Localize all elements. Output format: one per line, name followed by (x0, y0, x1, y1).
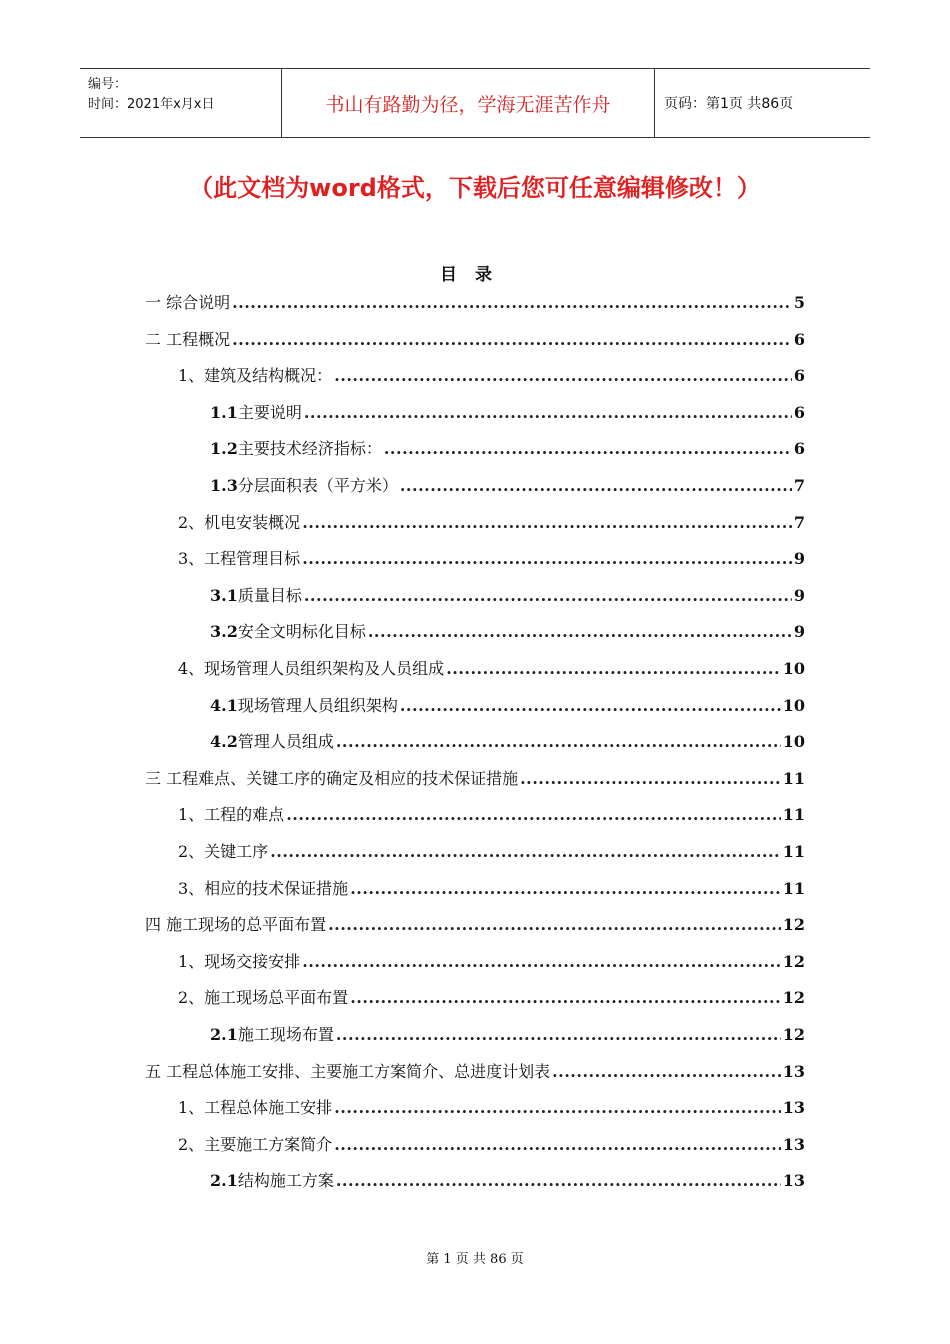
toc-entry-label (210, 693, 398, 716)
toc-entry[interactable] (210, 583, 805, 613)
toc-leader-dots (302, 952, 781, 971)
doc-number-label: 编号： (88, 77, 128, 92)
toc-leader-dots (304, 586, 792, 605)
toc-entry[interactable] (178, 949, 805, 979)
toc-leader-dots (400, 696, 781, 715)
toc-page-number: 13 (782, 1061, 805, 1081)
toc-entry-label: 2、机电安装概况 (178, 512, 301, 532)
toc-page-number: 13 (782, 1134, 805, 1154)
toc-entry[interactable] (210, 693, 805, 723)
header-meta-cell (80, 69, 282, 137)
toc-leader-dots (328, 915, 781, 934)
toc-entry-label (210, 729, 334, 752)
toc-entry-label: 三 工程难点、关键工序的确定及相应的技术保证措施 (145, 768, 519, 788)
toc-entry[interactable] (145, 290, 805, 320)
page-footer: 第 1 页 共 86 页 (426, 1252, 524, 1267)
toc-leader-dots (334, 366, 792, 385)
toc-entry-number: 1.1 (210, 402, 238, 422)
toc-page-number: 5 (793, 293, 805, 312)
toc-page-number: 9 (793, 622, 805, 642)
toc-entry-label: 四 施工现场的总平面布置 (145, 915, 327, 935)
toc-entry-text: 主要技术经济指标： (237, 439, 382, 459)
toc-entry[interactable] (178, 839, 805, 869)
toc-page-number: 7 (793, 476, 805, 495)
toc-entry[interactable] (210, 473, 805, 503)
toc-leader-dots (302, 549, 792, 568)
toc-page-number: 11 (782, 878, 805, 898)
toc-page-number: 12 (782, 915, 805, 935)
toc-leader-dots (336, 732, 781, 751)
toc-entry[interactable] (145, 912, 805, 942)
toc-page-number: 9 (793, 585, 805, 605)
toc-leader-dots (270, 842, 781, 861)
toc-entry[interactable] (210, 400, 805, 430)
toc-entry[interactable] (145, 766, 805, 796)
toc-entry-label: 3、工程管理目标 (178, 549, 301, 569)
toc-entry-text: 分层面积表（平方米） (237, 476, 398, 495)
toc-page-number: 6 (793, 366, 805, 386)
toc-entry-text: 主要说明 (237, 402, 302, 422)
toc-entry[interactable] (178, 656, 805, 686)
toc-entry-label (210, 1022, 334, 1045)
toc-entry-label: 一 综合说明 (145, 293, 231, 312)
toc-entry-label: 2、主要施工方案简介 (178, 1134, 333, 1154)
toc-entry-label: 二 工程概况 (145, 329, 231, 349)
toc-title: 目录 (440, 265, 510, 285)
toc-entry-label: 五 工程总体施工安排、主要施工方案简介、总进度计划表 (145, 1061, 551, 1081)
toc-leader-dots (304, 403, 792, 422)
toc-leader-dots (336, 1025, 781, 1044)
editable-notice: （此文档为word格式，下载后您可任意编辑修改！） (189, 174, 761, 202)
toc-leader-dots (384, 439, 792, 458)
toc-entry[interactable] (178, 1132, 805, 1162)
toc-page-number: 10 (782, 732, 805, 752)
toc-page-number: 12 (782, 951, 805, 971)
toc-leader-dots (334, 1098, 781, 1117)
toc-leader-dots (302, 513, 792, 532)
toc-entry[interactable] (210, 436, 805, 466)
toc-leader-dots (350, 988, 781, 1007)
toc-entry-number: 3.2 (210, 622, 238, 642)
toc-entry-label: 1、建筑及结构概况： (178, 366, 333, 386)
toc-entry[interactable] (178, 876, 805, 906)
toc-entry[interactable] (178, 363, 805, 393)
document-header (80, 68, 870, 138)
toc-leader-dots (232, 293, 792, 312)
toc-page-number: 10 (782, 659, 805, 678)
toc-entry[interactable] (145, 327, 805, 357)
toc-entry-number: 1.3 (210, 476, 238, 495)
toc-page-number: 10 (782, 695, 805, 715)
toc-entry[interactable] (178, 985, 805, 1015)
toc-entry[interactable] (210, 1022, 805, 1052)
toc-entry-number: 2.1 (210, 1025, 238, 1044)
toc-entry[interactable] (210, 729, 805, 759)
toc-entry-label: 4、现场管理人员组织架构及人员组成 (178, 659, 445, 678)
toc-leader-dots (334, 1135, 781, 1154)
toc-leader-dots (520, 769, 781, 788)
toc-page-number: 13 (782, 1098, 805, 1118)
toc-entry-label: 1、现场交接安排 (178, 951, 301, 971)
toc-entry[interactable] (145, 1059, 805, 1089)
toc-page-number: 11 (782, 805, 805, 825)
toc-entry-label: 2、关键工序 (178, 842, 269, 861)
header-page-info: 页码：第1页 共86页 (664, 96, 794, 112)
doc-date-label: 时间：2021年x月x日 (88, 97, 215, 112)
toc-page-number: 6 (793, 402, 805, 422)
toc-leader-dots (552, 1062, 781, 1081)
toc-entry-text: 结构施工方案 (237, 1171, 334, 1191)
toc-entry-label (210, 400, 302, 423)
toc-entry-text: 施工现场布置 (237, 1025, 334, 1044)
toc-page-number: 11 (782, 768, 805, 788)
toc-entry-label (210, 1168, 334, 1191)
toc-entry-text: 管理人员组成 (237, 732, 334, 752)
toc-leader-dots (286, 805, 781, 824)
toc-leader-dots (350, 879, 781, 898)
toc-entry[interactable] (210, 1168, 805, 1198)
toc-entry-number: 1.2 (210, 439, 238, 459)
toc-entry[interactable] (178, 1095, 805, 1125)
header-page-cell (655, 69, 870, 137)
toc-entry-label: 2、施工现场总平面布置 (178, 988, 349, 1008)
toc-page-number: 13 (782, 1171, 805, 1191)
toc-entry-label (210, 583, 302, 606)
toc-entry-text: 现场管理人员组织架构 (237, 695, 398, 715)
toc-page-number: 12 (782, 988, 805, 1008)
toc-leader-dots (446, 659, 781, 678)
toc-entry[interactable] (210, 619, 805, 649)
toc-entry-label: 3、相应的技术保证措施 (178, 878, 349, 898)
toc-entry-number: 4.2 (210, 732, 238, 752)
toc-entry-label (210, 619, 366, 642)
toc-entry[interactable] (178, 802, 805, 832)
toc-entry-label: 1、工程总体施工安排 (178, 1098, 333, 1118)
toc-entry-label (210, 436, 382, 459)
toc-page-number: 12 (782, 1025, 805, 1044)
header-motto: 书山有路勤为径，学海无涯苦作舟 (282, 69, 655, 137)
toc-page-number: 11 (782, 842, 805, 861)
toc-entry-text: 质量目标 (237, 585, 302, 605)
toc-entry[interactable] (178, 510, 805, 540)
toc-entry-number: 3.1 (210, 585, 238, 605)
toc-leader-dots (336, 1171, 781, 1190)
toc-leader-dots (368, 622, 792, 641)
toc-page-number: 6 (793, 329, 805, 349)
toc-page-number: 7 (793, 512, 805, 532)
toc-page-number: 9 (793, 549, 805, 569)
toc-page-number: 6 (793, 439, 805, 459)
toc-entry-label (210, 473, 398, 496)
toc-entry-text: 安全文明标化目标 (237, 622, 366, 642)
toc-leader-dots (232, 330, 792, 349)
toc-entry-number: 2.1 (210, 1171, 238, 1191)
toc-entry-label: 1、工程的难点 (178, 805, 285, 825)
toc-entry[interactable] (178, 546, 805, 576)
toc-leader-dots (400, 476, 792, 495)
toc-entry-number: 4.1 (210, 695, 238, 715)
